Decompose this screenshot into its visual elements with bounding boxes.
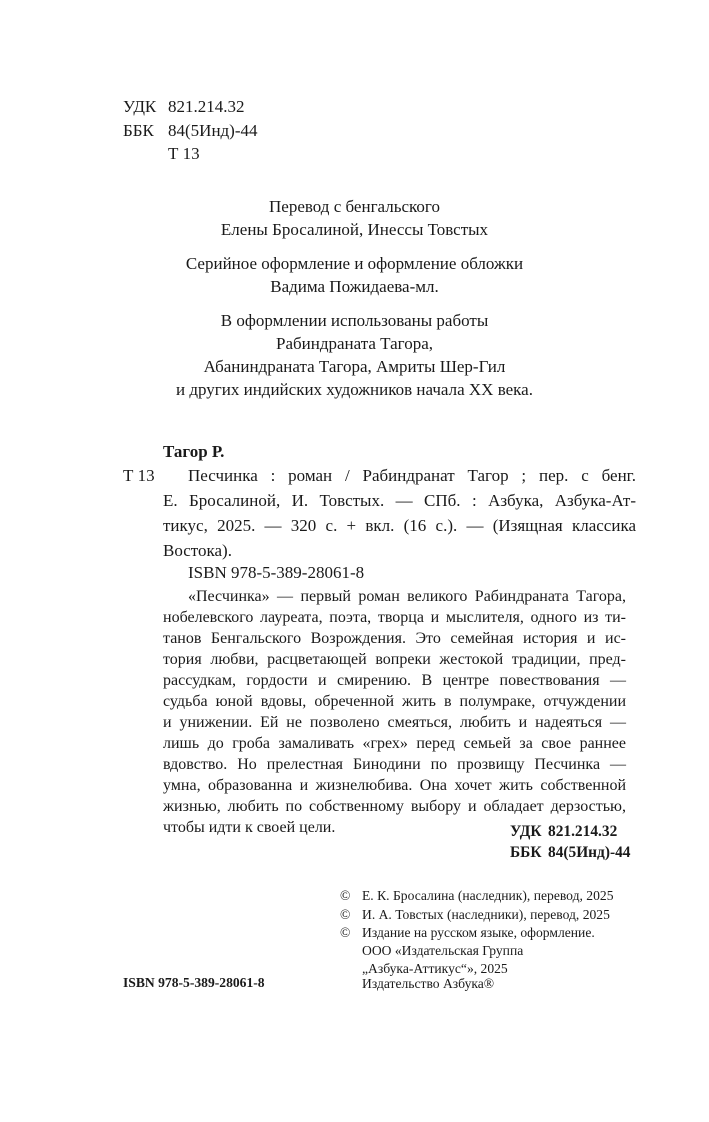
card-bbk-value: 84(5Инд)-44: [548, 844, 631, 861]
bbk-label: ББК: [123, 121, 154, 140]
copyright-line-3: Издание на русском языке, оформление.: [362, 925, 595, 940]
footer-isbn: ISBN 978-5-389-28061-8: [123, 975, 265, 990]
bbk-value: 84(5Инд)-44: [168, 121, 258, 140]
design-credit-line-1: Серийное оформление и оформление обложки: [185, 254, 524, 273]
copyright-line-1: Е. К. Бросалина (наследник), перевод, 2025: [362, 888, 614, 903]
annotation-line-11: жизнью, любить по собственному выбору и обладает дерзостью,: [163, 798, 626, 815]
header-udk: [123, 96, 245, 118]
artworks-credit-line-3: Абаниндраната Тагора, Амриты Шер-Гил: [203, 357, 506, 376]
copyright-line-2: И. А. Товстых (наследники), перевод, 2025: [362, 907, 610, 922]
card-bbk: [510, 843, 630, 864]
artworks-credit-line-2: Рабиндраната Тагора,: [275, 334, 434, 353]
bibliographic-line-4: Востока).: [163, 541, 232, 560]
annotation-line-7: и унижении. Ей не позволено смеяться, любить и надеяться —: [163, 714, 626, 731]
annotation-line-6: судьба юной вдовы, обреченной жить в полумраке, отчуждении: [163, 693, 626, 710]
header-bbk: [123, 120, 258, 142]
card-bbk-label: ББК: [510, 844, 542, 861]
annotation-line-9: вдовство. Но прелестная Бинодини по прозвищу Песчинка —: [163, 756, 626, 773]
publisher-line-1: ООО «Издательская Группа: [362, 943, 524, 958]
annotation-line-1: «Песчинка» — первый роман великого Рабиндраната Тагора,: [188, 588, 626, 605]
udk-label: УДК: [123, 97, 157, 116]
annotation-line-10: умна, образованна и жизнелюбива. Она хочет жить собственной: [163, 777, 626, 794]
artworks-credit-line-1: В оформлении использованы работы: [220, 311, 489, 330]
artworks-credit-line-4: и других индийских художников начала XX века.: [176, 380, 533, 399]
card-udk-label: УДК: [510, 823, 542, 840]
publisher-line-3: Издательство Азбука®: [362, 976, 495, 991]
header-author-sign: Т 13: [168, 144, 200, 163]
copyright-symbol-1: ©: [340, 888, 351, 903]
catalog-isbn: ISBN 978-5-389-28061-8: [188, 563, 365, 582]
annotation-line-4: тория любви, расцветающей вопреки жестокой традиции, пред-: [163, 651, 626, 668]
bibliographic-line-2: Е. Бросалиной, И. Товстых. — СПб. : Азбука, Азбука-Ат-: [163, 491, 636, 510]
annotation-line-8: лишь до гроба замаливать «грех» перед семьей за свое раннее: [163, 735, 626, 752]
udk-value: 821.214.32: [168, 97, 245, 116]
card-udk: [510, 822, 617, 843]
translation-credit-line-2: Елены Бросалиной, Инессы Товстых: [220, 220, 489, 239]
bibliographic-line-3: тикус, 2025. — 320 с. + вкл. (16 с.). — (Изящная классика: [163, 516, 636, 535]
card-udk-value: 821.214.32: [548, 823, 618, 840]
publisher-line-2: „Азбука-Аттикус“», 2025: [362, 961, 508, 976]
catalog-author-sign: Т 13: [123, 466, 155, 485]
annotation-line-2: нобелевского лауреата, поэта, творца и мыслителя, одного из ти-: [163, 609, 626, 626]
copyright-symbol-3: ©: [340, 925, 351, 940]
annotation-line-5: рассудкам, гордости и смирению. В центре повествования —: [163, 672, 626, 689]
catalog-author-heading: Тагор Р.: [163, 442, 225, 461]
bibliographic-line-1: Песчинка : роман / Рабиндранат Тагор ; пер. с бенг.: [188, 466, 636, 485]
translation-credit-line-1: Перевод с бенгальского: [269, 197, 440, 216]
copyright-symbol-2: ©: [340, 907, 351, 922]
annotation-line-3: танов Бенгальского Возрождения. Это семейная история и ис-: [163, 630, 626, 647]
design-credit-line-2: Вадима Пожидаева-мл.: [270, 277, 439, 296]
annotation-line-12: чтобы идти к своей цели.: [163, 819, 336, 836]
